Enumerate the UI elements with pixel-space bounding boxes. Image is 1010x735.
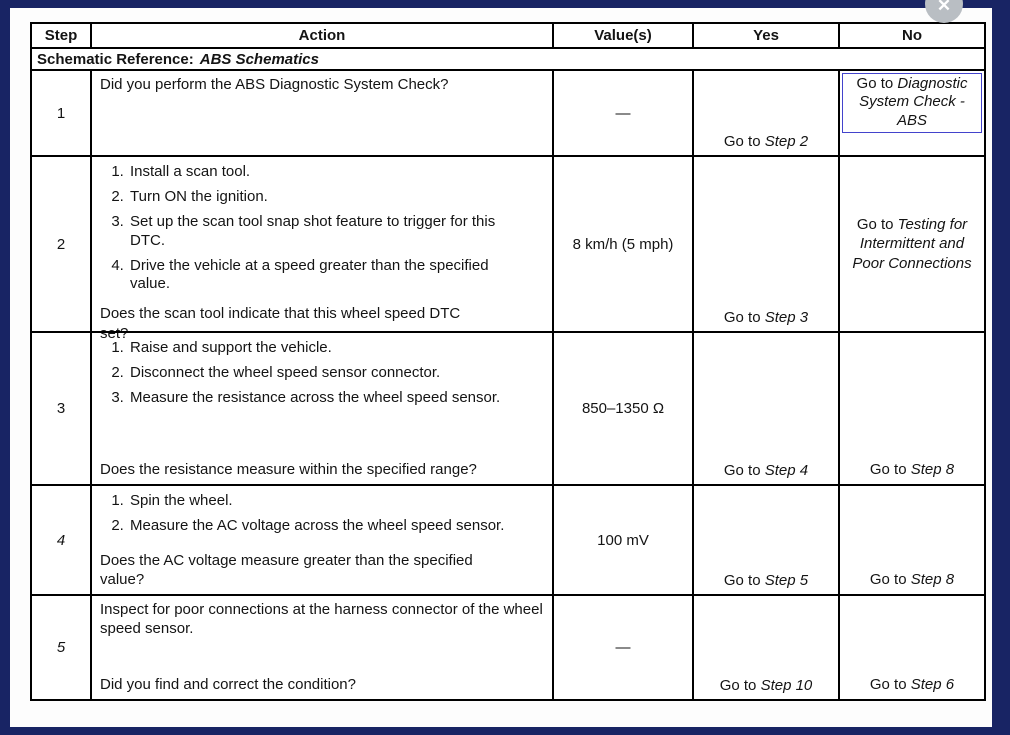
action-question: Does the AC voltage measure greater than the specified value? xyxy=(100,551,473,588)
step-number: 4 xyxy=(32,484,90,594)
list-item: 1. Spin the wheel. xyxy=(128,492,520,511)
goto-reference: Go to Testing for Intermittent and Poor Connections xyxy=(852,215,972,272)
column-header-step: Step xyxy=(44,27,78,44)
goto-reference: Go to Step 3 xyxy=(723,309,809,326)
list-item: 2. Disconnect the wheel speed sensor connector. xyxy=(128,364,520,383)
list-item: 3. Measure the resistance across the wheel speed sensor. xyxy=(128,389,520,408)
goto-reference: Go to Step 8 xyxy=(869,570,955,588)
column-header-action: Action xyxy=(90,24,552,47)
goto-reference: Go to Step 2 xyxy=(723,133,809,150)
yes-cell xyxy=(692,484,838,594)
yes-cell xyxy=(692,594,838,699)
action-question: Does the scan tool indicate that this wheel speed DTC set? xyxy=(100,305,461,342)
no-cell xyxy=(838,155,984,331)
schematic-reference-row xyxy=(32,47,984,69)
goto-link-diagnostic-system-check[interactable]: Go to Diagnostic System Check - ABS xyxy=(842,73,982,133)
list-item: 2. Measure the AC voltage across the wheel speed sensor. xyxy=(128,517,520,536)
action-cell xyxy=(90,155,552,342)
no-cell xyxy=(838,484,984,594)
action-text: Did you perform the ABS Diagnostic System Check? xyxy=(100,76,449,93)
schematic-reference-value: ABS Schematics xyxy=(199,50,319,68)
value-cell: — xyxy=(552,69,692,155)
action-cell xyxy=(90,484,552,594)
value-cell: — xyxy=(552,594,692,699)
column-header-no: No xyxy=(838,24,984,47)
value-cell: 850–1350 Ω xyxy=(552,331,692,484)
action-cell xyxy=(90,69,552,155)
no-cell xyxy=(838,69,984,155)
schematic-reference-label: Schematic Reference: xyxy=(37,50,194,68)
step-number: 1 xyxy=(32,69,90,155)
step-number: 3 xyxy=(32,331,90,484)
value-cell: 8 km/h (5 mph) xyxy=(552,155,692,331)
document-page xyxy=(10,8,992,727)
step-number: 5 xyxy=(32,594,90,699)
yes-cell xyxy=(692,331,838,484)
yes-cell xyxy=(692,69,838,155)
action-cell xyxy=(90,331,552,484)
step-number: 2 xyxy=(32,155,90,331)
list-item: 2. Turn ON the ignition. xyxy=(128,188,520,207)
list-item: 1. Install a scan tool. xyxy=(128,163,520,182)
action-step-list xyxy=(100,163,546,300)
action-step-list xyxy=(100,339,546,414)
list-item: 3. Set up the scan tool snap shot feature to trigger for this DTC. xyxy=(128,213,520,251)
goto-reference: Go to Step 5 xyxy=(723,572,809,589)
column-header-values: Value(s) xyxy=(552,24,692,47)
close-icon: ✕ xyxy=(936,0,952,15)
list-item: 4. Drive the vehicle at a speed greater than the specified value. xyxy=(128,257,520,295)
action-cell xyxy=(90,594,552,699)
value-cell: 100 mV xyxy=(552,484,692,594)
goto-reference: Go to Step 6 xyxy=(869,675,955,693)
goto-reference: Go to Step 10 xyxy=(719,677,813,694)
goto-reference: Go to Step 8 xyxy=(869,460,955,478)
column-header-yes: Yes xyxy=(692,24,838,47)
goto-reference: Go to Step 4 xyxy=(723,462,809,479)
diagnostic-table xyxy=(30,22,986,701)
action-text: Inspect for poor connections at the harness connector of the wheel speed sensor. xyxy=(100,601,543,638)
action-step-list xyxy=(100,492,546,542)
action-question: Did you find and correct the condition? xyxy=(100,675,356,693)
no-cell xyxy=(838,331,984,484)
action-question: Does the resistance measure within the specified range? xyxy=(100,460,477,478)
no-cell xyxy=(838,594,984,699)
yes-cell xyxy=(692,155,838,331)
list-item: 1. Raise and support the vehicle. xyxy=(128,339,520,358)
